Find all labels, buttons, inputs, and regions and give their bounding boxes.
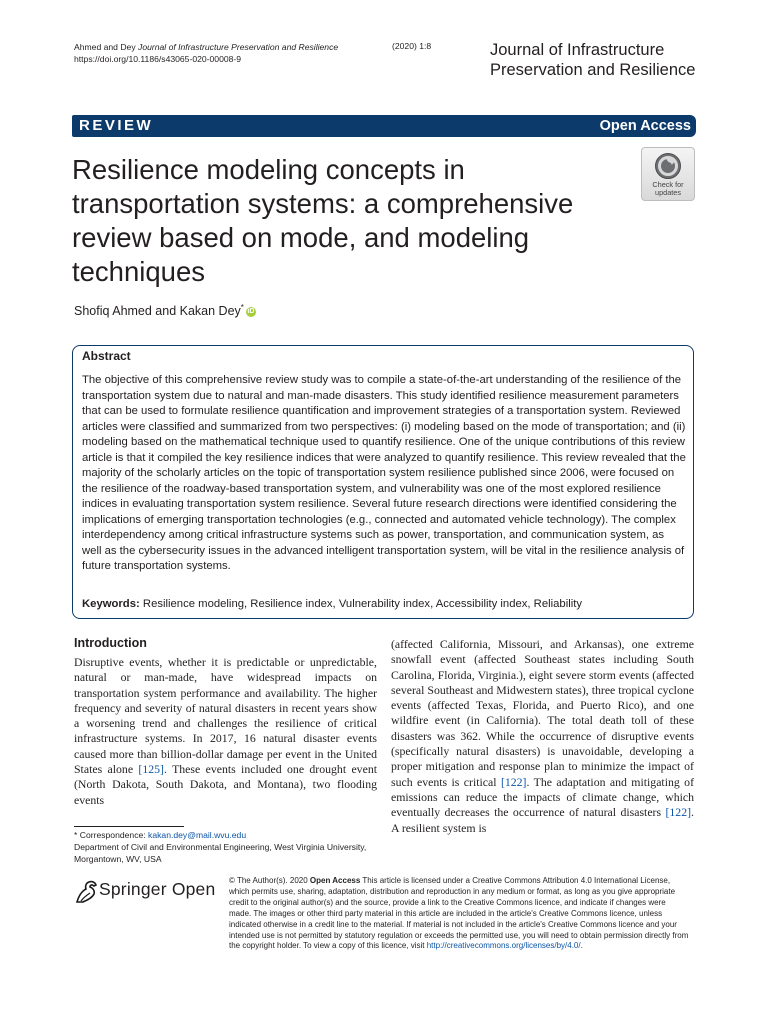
publisher-wordmark [99,879,215,900]
abstract-body: The objective of this comprehensive review study was to compile a state-of-the-art understanding of the resilience of the transportation system due to natural and man-made disasters. This study identified resilience measurement parameters that can be used to formulate resilience quantification and improvement strategies of a transportation system. Reviewed articles were classified and summarized from two perspectives: (i) modeling based on the mode of transportation; and (ii) modeling based on the mathematical technique used to quantify resilience. One of the unique contributions of this review article is that it compiled the key resilience indices that were analyzed to quantify resilience. This review revealed that the majority of the scholarly articles on the topic of transportation system resilience published since 2006, were focused on the resilience of the roadway-based transportation system, and vulnerability was one of the most explored resilience indices in evaluating transportation system resilience. Several future research directions were identified considering the implications of emerging transportation technologies (e.g., connected and automated vehicle technology). The complex interdependency among critical infrastructure systems such as power, transportation, and communication system, as well as the cybersecurity issues in the advanced intelligent transportation system, will be vital in the resilience analysis of future transportation systems. [82,374,686,572]
citation-year: (2020) 1:8 [392,41,432,51]
license-body: This article is licensed under a Creative Commons Attribution 4.0 International License, which permits use, sharing, adaptation, distribution and reproduction in any medium or format, as long as you give appropriate credit to the original author(s) and the source, provide a link to the Creative Commons licence, and indicate if changes were made. The images or other third party material in this article are included in the article's Creative Commons licence, unless indicated otherwise in a credit line to the material. If material is not included in the article's Creative Commons licence and your intended use is not permitted by statutory regulation or exceeds the permitted use, you will need to obtain permission directly from the copyright holder. To view a copy of this licence, visit [229,876,689,951]
introduction-heading: Introduction [74,636,147,650]
springer-horse-icon [77,882,96,902]
intro-text-4: . The adaptation and mitigating of emissions can reduce the impacts of climate change, which eventually decreases the occurrence of natural disasters [391,774,694,820]
footnote [74,829,378,865]
corresponding-author-mark: * [240,303,244,312]
abstract-heading: Abstract [82,349,131,363]
intro-text-3: (affected California, Missouri, and Arkansas), one extreme snowfall event (affected Southeast states including South Carolina, Florida, Virginia.), eight severe storm events (affected several Southeast and Midwestern states), three tropical cyclone events (affected Texas, Florida, and Puerto Rico), and one wildfire event (in California). The total death toll of these disasters was 362. While the occurrence of disruptive events (specifically natural disasters) is unavoidable, developing a proper mitigation and response plan to minimize the impact of such events is critical [391,637,694,789]
intro-text-2: . These events included one drought event (North Dakota, South Dakota, and Montana), two flooding events [74,762,377,807]
author-names: Shofiq Ahmed and Kakan Dey [74,304,241,319]
publisher-name: Springer [99,879,167,899]
footnote-divider [74,826,184,827]
check-updates-label: Check for updates [652,180,684,197]
license-prefix: © The Author(s). 2020 [229,876,310,885]
check-for-updates-button[interactable] [641,147,695,201]
publisher-suffix: Open [171,879,216,899]
check-updates-icon [654,152,682,180]
citation-journal: Journal of Infrastructure Preservation and Resilience [138,42,339,52]
intro-text-1: Disruptive events, whether it is predictable or unpredictable, natural or man-made, have widespread impacts on transportation system performance and availability. The higher frequency and severity of natural disasters in recent years show a worsening trend and challenges the resilience of critical infrastructure systems. In 2017, 16 natural disaster events caused more than billion-dollar damage per event in the United States alone [74,655,377,777]
citation-link[interactable]: [125] [138,762,164,777]
correspondence-email-link[interactable]: kakan.dey@mail.wvu.edu [148,830,247,840]
citation-link[interactable]: [122] [665,805,692,820]
header-citation [74,41,338,54]
license-open-access: Open Access [309,876,361,885]
article-title: Resilience modeling concepts in transportation systems: a comprehensive review based on mode, and modeling techniques [72,154,574,287]
intro-right-column [391,637,694,836]
affiliation: Department of Civil and Environmental Engineering, West Virginia University, Morgantown, WV, USA [74,842,367,864]
keywords-label: Keywords: [82,598,140,610]
license-end: . [580,941,583,951]
journal-name-line-2: Preservation and Resilience [490,61,696,79]
journal-name [490,40,720,80]
doi-link[interactable]: https://doi.org/10.1186/s43065-020-00008-9 [74,54,242,64]
journal-name-line-1: Journal of Infrastructure [490,41,665,59]
keywords-list: Resilience modeling, Resilience index, Vulnerability index, Accessibility index, Reliability [142,598,583,610]
keywords [82,597,686,612]
correspondence-label: * Correspondence: [74,830,149,840]
citation-link[interactable]: [122] [500,774,527,789]
intro-left-column [74,655,377,808]
citation-authors: Ahmed and Dey [74,42,136,52]
intro-text-5: . A resilient system is [391,805,694,835]
correspondence-line [74,829,378,841]
license-url-link[interactable]: http://creativecommons.org/licenses/by/4.0/ [426,941,581,951]
article-type-label: REVIEW [79,117,154,134]
open-access-label: Open Access [599,118,691,134]
author-list [74,300,256,319]
license-text [229,876,689,952]
orcid-icon[interactable]: iD [247,307,255,315]
